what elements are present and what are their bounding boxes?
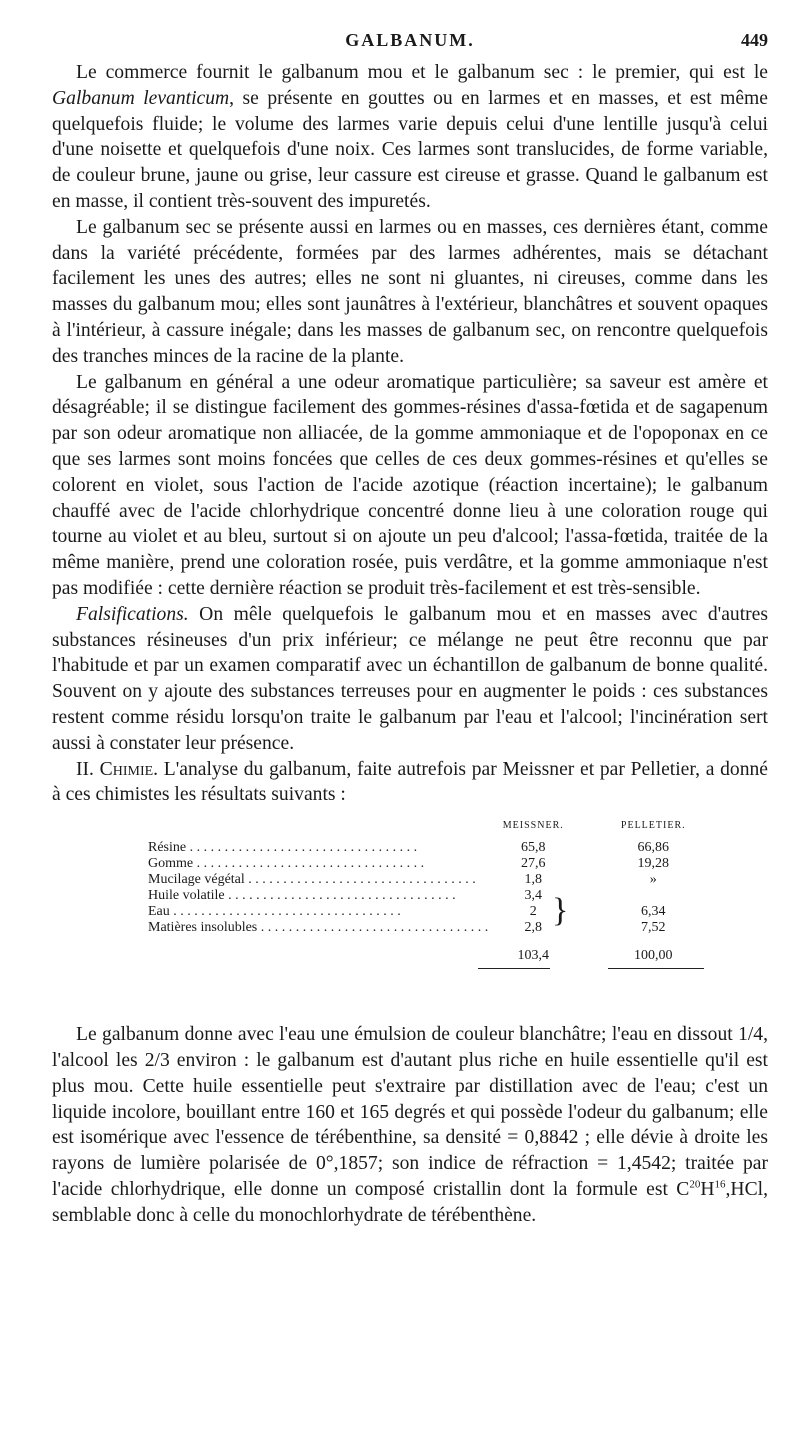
page-header — [52, 30, 768, 60]
running-title: GALBANUM. — [345, 30, 475, 50]
row-label: Huile volatile . . . — [148, 888, 488, 904]
column-pelletier: PELLETIER. — [620, 820, 686, 832]
totals-row — [148, 936, 728, 964]
table-row — [148, 920, 728, 936]
species-name: Galbanum levanticum — [52, 87, 230, 109]
table-row — [148, 872, 728, 888]
row-label: Eau . . . — [148, 904, 488, 920]
paragraph-galbanum-sec: Le galbanum sec se présente aussi en larmes ou en masses, ces dernières étant, comme dans la variété précédente, formées par des larmes adhérentes, mais se détachant facilement les unes des autres; elles ne sont ni gluantes, ni cireuses, comme dans les masses du galbanum mou; elles sont jaunâtres à l'extérieur, blanchâtres et souvent opaques à l'intérieur, à cassure inégale; dans les masses de galbanum sec, on rencontre quelquefois des tranches minces de la racine de la plante. — [52, 216, 768, 367]
meissner-value: 3,4 — [524, 888, 543, 904]
sum-rule-meissner — [478, 968, 550, 969]
meissner-value: 1,8 — [524, 872, 543, 888]
section-falsifications: Falsifications. — [76, 603, 189, 625]
paragraph-huile-essentielle: Le galbanum donne avec l'eau une émulsion de couleur blanchâtre; l'eau en dissout 1/4, l'alcool les 2/3 environ : le galbanum est d'autant plus riche en huile essentielle qu'il est plus mou. Cette huile essentielle peut s'extraire par distillation avec de l'eau; c'est un liquide incolore, bouillant entre 160 et 165 degrés et qui possède l'odeur du galbanum; elle est isomérique avec l'essence de térébenthine, sa densité = 0,8842 ; elle dévie à droite les rayons de lumière polarisée de 0°,1857; son indice de réfraction = 1,4542; traitée par l'acide chlorhydrique, elle donne un composé cristallin dont la formule est $C^{20}H^{16},HCl$, semblable donc à celle du monochlorhydrate de térébenthène. — [52, 1024, 768, 1226]
pelletier-value: 66,86 — [637, 840, 670, 856]
table-row — [148, 856, 728, 872]
brace-mark: } — [552, 892, 569, 930]
row-label: Gomme . . . — [148, 856, 488, 872]
row-label: Matières insolubles . . . — [148, 920, 488, 936]
pelletier-value — [578, 888, 728, 904]
total-meissner: 103,4 — [517, 948, 550, 964]
page-number: 449 — [741, 30, 768, 50]
paragraph-odeur: Le galbanum en général a une odeur aromatique particulière; sa saveur est amère et désagréable; il se distingue facilement des gommes-résines d'assa-fœtida et de sagapenum par son odeur aromatique non alliacée, de la gomme ammoniaque et de l'opoponax en ce que ses larmes sont moins foncées que celles de ces deux gommes-résines et qu'elles se colorent en violet, sous l'action de l'acide azotique (réaction incertaine); le galbanum chauffé avec de l'acide chlorhydrique concentré donne lieu à une coloration rouge qui tourne au violet et au bleu, surtout si on ajoute un peu d'alcool; l'assa-fœtida, traitée de la même manière, prend une coloration rosée, puis verdâtre, et la gomme ammoniaque n'est pas modifiée : cette dernière réaction se produit très-facilement et est très-sensible. — [52, 371, 768, 599]
paragraph-falsifications: Falsifications. On mêle quelquefois le galbanum mou et en masses avec d'autres substances résineuses d'un prix inférieur; ce mélange ne peut être reconnu que par l'habitude et par un examen comparatif avec un échantillon de galbanum de bonne qualité. Souvent on y ajoute des substances terreuses pour en augmenter le poids : ces substances restent comme résidu lorsqu'on traite le galbanum par l'eau et l'alcool; l'incinération sert aussi à constater leur présence. — [52, 603, 768, 754]
analysis-table — [52, 818, 768, 1008]
total-pelletier: 100,00 — [634, 948, 673, 964]
pelletier-value: 19,28 — [637, 856, 670, 872]
section-chimie: Chimie. — [99, 758, 159, 780]
pelletier-value: » — [649, 872, 657, 888]
book-page — [52, 30, 768, 1228]
meissner-value: 27,6 — [521, 856, 546, 872]
pelletier-value: 6,34 — [641, 904, 666, 920]
meissner-value: 65,8 — [521, 840, 546, 856]
row-label: Résine . . . — [148, 840, 488, 856]
table-row — [148, 840, 728, 856]
meissner-value: 2 — [529, 904, 537, 920]
table-row — [148, 888, 728, 904]
pelletier-value: 7,52 — [641, 920, 666, 936]
meissner-value: 2,8 — [524, 920, 543, 936]
paragraph-chimie: II. Chimie. L'analyse du galbanum, faite autrefois par Meissner et par Pelletier, a donné à ces chimistes les résultats suivants : — [52, 758, 768, 806]
row-label: Mucilage végétal . . . — [148, 872, 488, 888]
paragraph-commerce: Le commerce fournit le galbanum mou et le galbanum sec : le premier, qui est le Galbanum levanticum, se présente en gouttes ou en larmes et en masses, et est même quelquefois fluide; le volume des larmes varie depuis celui d'une lentille jusqu'à celui d'une noisette et quelquefois d'une noix. Ces larmes sont translucides, de forme variable, de couleur brune, jaune ou grise, leur cassure est cireuse et grasse. Quand le galbanum est en masse, il contient très-souvent des impuretés. — [52, 62, 768, 212]
column-meissner: MEISSNER. — [502, 820, 564, 832]
table-row — [148, 904, 728, 920]
sum-rule-pelletier — [608, 968, 704, 969]
